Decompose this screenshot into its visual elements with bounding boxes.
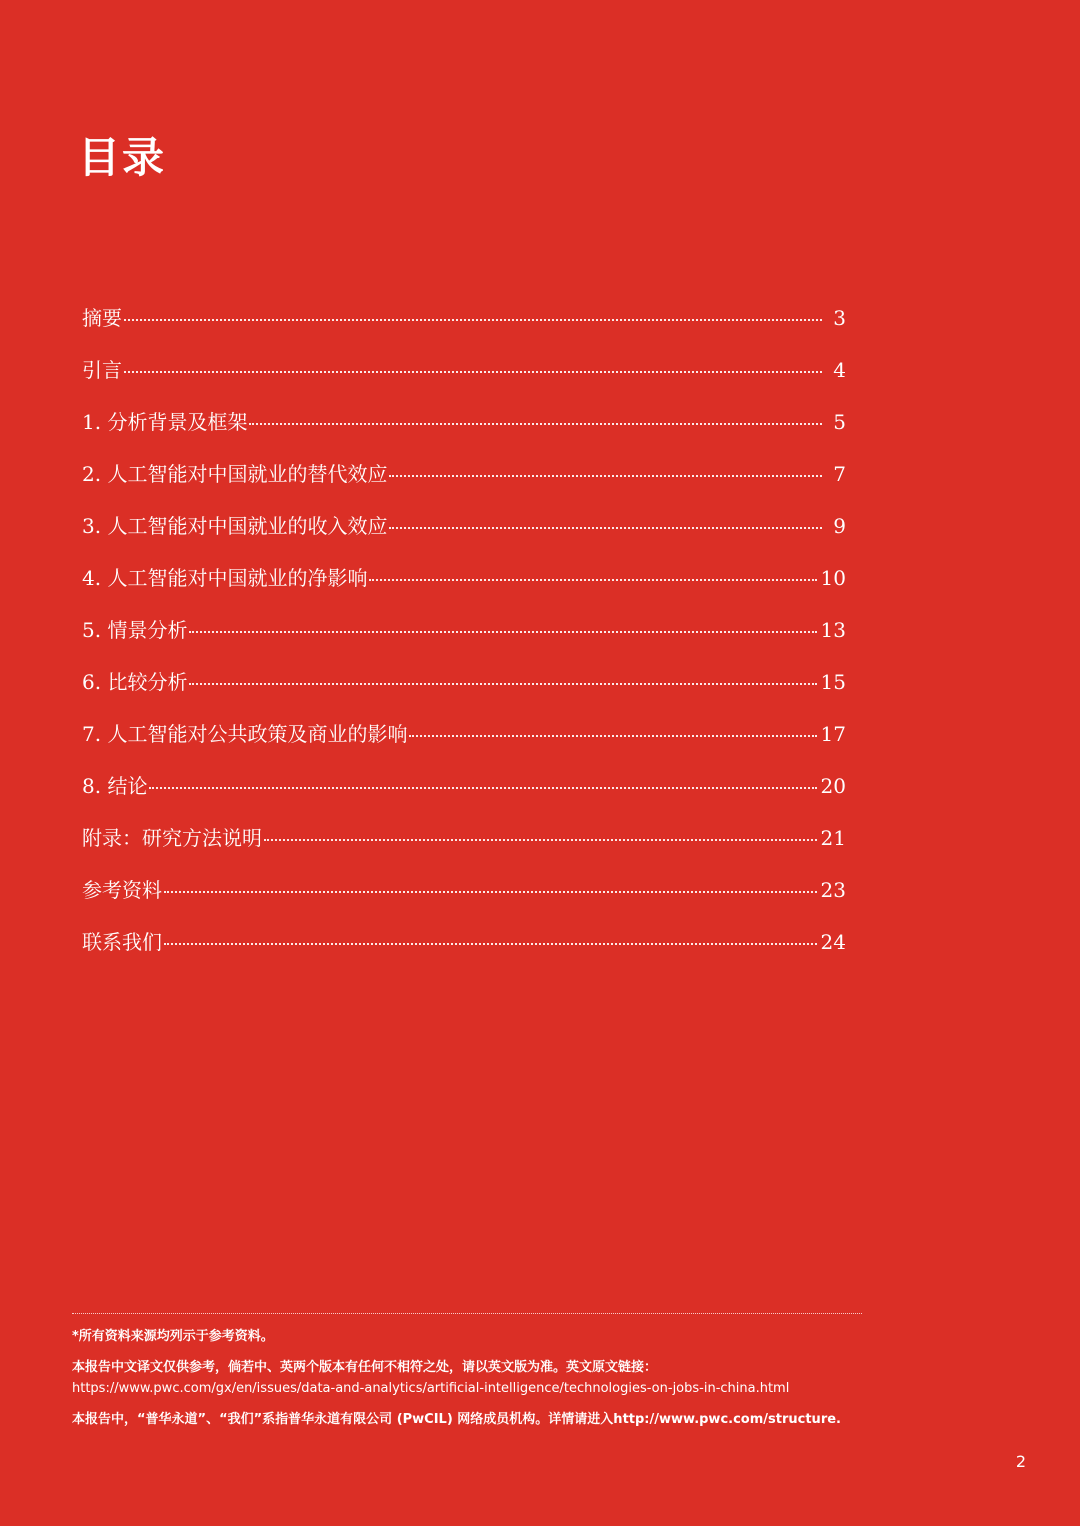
toc-dot-leader: [124, 319, 822, 321]
toc-entry-contact[interactable]: [82, 924, 846, 976]
toc-entry-label: 4. 人工智能对中国就业的净影响: [82, 566, 368, 590]
toc-entry-section-2[interactable]: [82, 456, 846, 508]
toc-entry-appendix[interactable]: [82, 820, 846, 872]
toc-entry-section-5[interactable]: [82, 612, 846, 664]
toc-entry-page: 20: [820, 774, 846, 798]
toc-entry-section-8[interactable]: [82, 768, 846, 820]
toc-entry-label: 摘要: [82, 306, 122, 330]
toc-entry-section-1[interactable]: [82, 404, 846, 456]
toc-entry-page: 10: [820, 566, 846, 590]
toc-entry-label: 8. 结论: [82, 774, 148, 798]
toc-entry-page: 9: [833, 514, 846, 538]
toc-entry-section-7[interactable]: [82, 716, 846, 768]
english-version-link[interactable]: https://www.pwc.com/gx/en/issues/data-and-analytics/artificial-intelligence/technologies-on-jobs-in-china.html: [72, 1381, 790, 1396]
footnote-pwc-note: 本报告中，“普华永道”、“我们”系指普华永道有限公司 (PwCIL) 网络成员机构。详情请进入http://www.pwc.com/structure.: [72, 1412, 841, 1427]
page-number: 2: [1015, 1452, 1026, 1471]
toc-entry-page: 3: [833, 306, 846, 330]
toc-entry-page: 21: [820, 826, 846, 850]
toc-dot-leader: [164, 891, 817, 893]
toc-entry-section-3[interactable]: [82, 508, 846, 560]
toc-entry-page: 17: [820, 722, 846, 746]
toc-entry-page: 13: [820, 618, 846, 642]
footnote-sources: *所有资料来源均列示于参考资料。: [72, 1329, 274, 1344]
toc-dot-leader: [389, 527, 822, 529]
toc-dot-leader: [164, 943, 817, 945]
toc-entry-references[interactable]: [82, 872, 846, 924]
toc-entry-page: 5: [833, 410, 846, 434]
toc-dot-leader: [124, 371, 822, 373]
toc-entry-introduction[interactable]: [82, 352, 846, 404]
toc-entry-label: 参考资料: [82, 878, 162, 902]
toc-entry-label: 1. 分析背景及框架: [82, 410, 248, 434]
toc-entry-label: 6. 比较分析: [82, 670, 188, 694]
footnote-divider: [72, 1313, 862, 1314]
footnote-translation: [72, 1357, 892, 1399]
toc-dot-leader: [389, 475, 822, 477]
toc-entry-label: 3. 人工智能对中国就业的收入效应: [82, 514, 388, 538]
toc-entry-section-4[interactable]: [82, 560, 846, 612]
toc-entry-section-6[interactable]: [82, 664, 846, 716]
toc-dot-leader: [149, 787, 816, 789]
toc-dot-leader: [249, 423, 822, 425]
toc-entry-page: 23: [820, 878, 846, 902]
toc-entry-summary[interactable]: [82, 300, 846, 352]
toc-entry-label: 7. 人工智能对公共政策及商业的影响: [82, 722, 408, 746]
table-of-contents: [82, 300, 846, 976]
toc-entry-label: 附录：研究方法说明: [82, 826, 262, 850]
toc-entry-page: 4: [833, 358, 846, 382]
toc-entry-label: 联系我们: [82, 930, 162, 954]
toc-dot-leader: [409, 735, 816, 737]
toc-entry-label: 2. 人工智能对中国就业的替代效应: [82, 462, 388, 486]
toc-entry-label: 引言: [82, 358, 122, 382]
footnote-translation-note: 本报告中文译文仅供参考，倘若中、英两个版本有任何不相符之处，请以英文版为准。英文原文链接：: [72, 1360, 658, 1375]
toc-entry-label: 5. 情景分析: [82, 618, 188, 642]
toc-entry-page: 24: [820, 930, 846, 954]
toc-dot-leader: [189, 631, 816, 633]
toc-entry-page: 15: [820, 670, 846, 694]
footnotes: [72, 1326, 892, 1440]
toc-dot-leader: [369, 579, 816, 581]
page-title: 目录: [78, 133, 167, 182]
toc-dot-leader: [189, 683, 816, 685]
toc-entry-page: 7: [833, 462, 846, 486]
toc-dot-leader: [264, 839, 817, 841]
